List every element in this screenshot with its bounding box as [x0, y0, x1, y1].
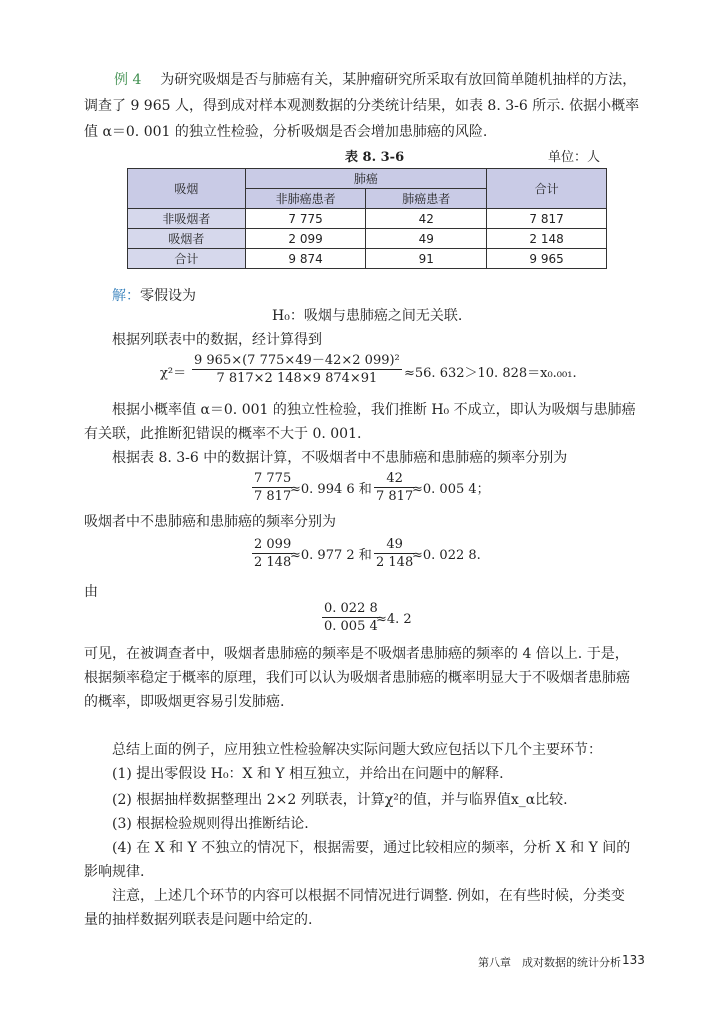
- summary-step-2: (2) 根据抽样数据整理出 2×2 列联表，计算χ²的值，并与临界值x_α比较.: [112, 792, 568, 808]
- table-unit: 单位：人: [548, 150, 601, 165]
- example-line-2: 调查了 9 965 人，得到成对样本观测数据的分类统计结果，如表 8. 3-6 所示. 依据小概率: [84, 98, 640, 114]
- row-label: 非吸烟者: [128, 209, 246, 229]
- solution-label: 解：: [112, 288, 140, 304]
- table-row: [128, 209, 607, 229]
- header-smoke: 吸烟: [128, 169, 246, 209]
- para4-line-2: 根据频率稳定于概率的原理，我们可以认为吸烟者患肺癌的概率明显大于不吸烟者患肺癌: [84, 670, 630, 686]
- para4-line-1: 可见，在被调查者中，吸烟者患肺癌的频率是不吸烟者患肺癌的频率的 4 倍以上. 于是，: [84, 646, 629, 662]
- cell: 42: [366, 209, 487, 229]
- frac-3-den: 2 148: [254, 555, 292, 570]
- footer-chapter: 第八章 成对数据的统计分析: [478, 956, 621, 969]
- page-number: 133: [622, 953, 645, 967]
- cell: 7 817: [487, 209, 607, 229]
- frac-5-value: ≈4. 2: [376, 612, 412, 627]
- cell: 7 775: [245, 209, 366, 229]
- frac-5: [322, 600, 380, 635]
- solution-text-1: 零假设为: [140, 288, 196, 304]
- note-line-1: 注意，上述几个环节的内容可以根据不同情况进行调整. 例如，在有些时候，分类变: [112, 888, 625, 904]
- frac-2-num: 42: [374, 470, 415, 488]
- note-line-2: 量的抽样数据列联表是问题中给定的.: [84, 912, 313, 928]
- cell: 9 965: [487, 249, 607, 269]
- example-line-1: [114, 70, 636, 90]
- header-cancer: 肺癌: [245, 169, 486, 189]
- cell: 2 099: [245, 229, 366, 249]
- solution-line-2: 根据列联表中的数据，经计算得到: [112, 332, 322, 348]
- example-text-1: 为研究吸烟是否与肺癌有关，某肿瘤研究所采取有放回简单随机抽样的方法，: [160, 72, 637, 88]
- summary-intro: 总结上面的例子，应用独立性检验解决实际问题大致应包括以下几个主要环节：: [112, 742, 602, 758]
- frac-2-value: ≈0. 005 4；: [412, 482, 490, 497]
- frac-4: [374, 536, 415, 571]
- chi-lhs: χ²＝: [160, 366, 187, 381]
- row-label: 合计: [128, 249, 246, 269]
- frac-1-num: 7 775: [254, 471, 292, 486]
- cell: 49: [366, 229, 487, 249]
- frac-3-value: ≈0. 977 2 和: [290, 548, 372, 563]
- summary-step-4-line-2: 影响规律.: [84, 864, 145, 880]
- table-row: [128, 249, 607, 269]
- cell: 2 148: [487, 229, 607, 249]
- cell: 9 874: [245, 249, 366, 269]
- chi-rhs: ≈56. 632＞10. 828＝x₀.₀₀₁.: [404, 366, 577, 381]
- table-caption: 表 8. 3-6: [345, 150, 405, 165]
- frac-1: [252, 470, 293, 505]
- null-hypothesis: H₀：吸烟与患肺癌之间无关联.: [272, 308, 463, 324]
- row-label: 吸烟者: [128, 229, 246, 249]
- para3: 吸烟者中不患肺癌和患肺癌的频率分别为: [84, 514, 336, 530]
- chi-numerator: 9 965×(7 775×49－42×2 099)²: [194, 353, 400, 368]
- table-row: [128, 229, 607, 249]
- header-total: 合计: [487, 169, 607, 209]
- frac-4-den: 2 148: [376, 555, 414, 570]
- you-text: 由: [84, 584, 98, 600]
- header-no-cancer: 非肺癌患者: [245, 189, 366, 209]
- chi-denominator: 7 817×2 148×9 874×91: [216, 371, 378, 386]
- solution-line-1: [112, 286, 196, 306]
- chi-fraction: [192, 352, 402, 387]
- frac-3-num: 2 099: [254, 537, 292, 552]
- summary-step-1: (1) 提出零假设 H₀：X 和 Y 相互独立，并给出在问题中的解释.: [112, 766, 504, 782]
- para4-line-3: 的概率，即吸烟更容易引发肺癌.: [84, 694, 285, 710]
- para1-line-1: 根据小概率值 α＝0. 001 的独立性检验，我们推断 H₀ 不成立，即认为吸烟与患肺癌: [112, 402, 636, 418]
- summary-step-4-line-1: (4) 在 X 和 Y 不独立的情况下，根据需要，通过比较相应的频率，分析 X 和 Y 间的: [112, 840, 631, 856]
- frac-5-den: 0. 005 4: [324, 619, 378, 634]
- frac-1-value: ≈0. 994 6 和: [290, 482, 372, 497]
- frac-2-den: 7 817: [376, 489, 414, 504]
- frac-3: [252, 536, 293, 571]
- frac-1-den: 7 817: [254, 489, 292, 504]
- summary-step-3: (3) 根据检验规则得出推断结论.: [112, 816, 309, 832]
- cell: 91: [366, 249, 487, 269]
- frac-5-num: 0. 022 8: [324, 601, 378, 616]
- example-line-3: 值 α＝0. 001 的独立性检验，分析吸烟是否会增加患肺癌的风险.: [84, 124, 488, 140]
- para2-line-1: 根据表 8. 3-6 中的数据计算，不吸烟者中不患肺癌和患肺癌的频率分别为: [112, 450, 568, 466]
- frac-4-value: ≈0. 022 8.: [412, 548, 481, 563]
- example-label: 例 4: [114, 72, 142, 88]
- contingency-table: [127, 168, 607, 269]
- frac-4-num: 49: [374, 536, 415, 554]
- frac-2: [374, 470, 415, 505]
- para1-line-2: 有关联，此推断犯错误的概率不大于 0. 001.: [84, 426, 362, 442]
- header-has-cancer: 肺癌患者: [366, 189, 487, 209]
